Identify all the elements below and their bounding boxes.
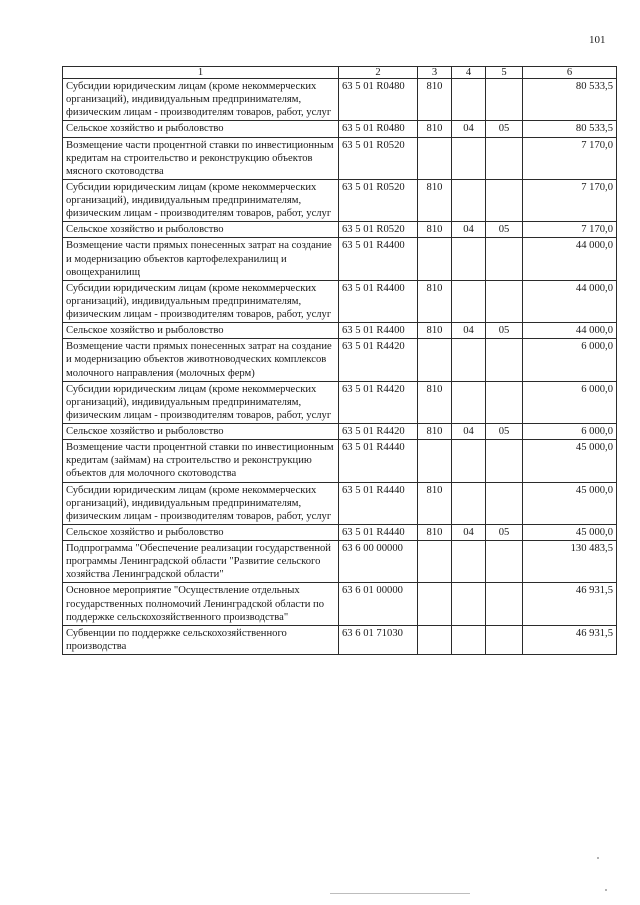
cell-subsection: 05 <box>486 524 523 540</box>
cell-expense-type <box>418 137 452 179</box>
cell-subsection <box>486 440 523 482</box>
cell-subsection <box>486 381 523 423</box>
cell-code: 63 5 01 R4440 <box>339 482 418 524</box>
cell-section: 04 <box>452 121 486 137</box>
table-row <box>63 482 617 524</box>
table-row <box>63 524 617 540</box>
cell-sum: 7 170,0 <box>523 222 617 238</box>
cell-name: Возмещение части прямых понесенных затрат на создание и модернизацию объектов картофелехранилищ и овощехранилищ <box>63 238 339 280</box>
cell-expense-type: 810 <box>418 79 452 121</box>
cell-section <box>452 583 486 625</box>
cell-code: 63 5 01 R0480 <box>339 121 418 137</box>
column-header-expense-type: 3 <box>418 67 452 79</box>
cell-sum: 44 000,0 <box>523 323 617 339</box>
cell-subsection <box>486 79 523 121</box>
cell-expense-type: 810 <box>418 280 452 322</box>
cell-sum: 45 000,0 <box>523 524 617 540</box>
cell-code: 63 5 01 R0520 <box>339 222 418 238</box>
cell-subsection <box>486 482 523 524</box>
column-header-name: 1 <box>63 67 339 79</box>
cell-name: Субсидии юридическим лицам (кроме некоммерческих организаций), индивидуальным предпринимателям, физическим лицам - производителям товаров, работ, услуг <box>63 179 339 221</box>
cell-sum: 46 931,5 <box>523 583 617 625</box>
cell-expense-type <box>418 440 452 482</box>
cell-subsection <box>486 625 523 654</box>
cell-subsection: 05 <box>486 121 523 137</box>
table-row <box>63 625 617 654</box>
cell-code: 63 5 01 R4440 <box>339 440 418 482</box>
cell-name: Сельское хозяйство и рыболовство <box>63 222 339 238</box>
cell-sum: 46 931,5 <box>523 625 617 654</box>
cell-sum: 7 170,0 <box>523 137 617 179</box>
cell-section <box>452 541 486 583</box>
cell-code: 63 5 01 R0520 <box>339 179 418 221</box>
cell-code: 63 5 01 R0480 <box>339 79 418 121</box>
cell-section <box>452 179 486 221</box>
cell-section <box>452 625 486 654</box>
cell-name: Сельское хозяйство и рыболовство <box>63 524 339 540</box>
cell-code: 63 5 01 R4400 <box>339 323 418 339</box>
cell-name: Субвенции по поддержке сельскохозяйственного производства <box>63 625 339 654</box>
cell-code: 63 5 01 R4400 <box>339 238 418 280</box>
budget-table <box>62 66 617 655</box>
cell-section: 04 <box>452 524 486 540</box>
cell-sum: 44 000,0 <box>523 280 617 322</box>
cell-section <box>452 238 486 280</box>
table-row <box>63 541 617 583</box>
cell-subsection: 05 <box>486 424 523 440</box>
table-body <box>63 79 617 655</box>
table-row <box>63 222 617 238</box>
cell-expense-type: 810 <box>418 323 452 339</box>
cell-name: Сельское хозяйство и рыболовство <box>63 121 339 137</box>
column-header-code: 2 <box>339 67 418 79</box>
cell-section <box>452 280 486 322</box>
cell-expense-type <box>418 339 452 381</box>
table-row <box>63 121 617 137</box>
table-row <box>63 323 617 339</box>
cell-subsection <box>486 339 523 381</box>
cell-sum: 45 000,0 <box>523 482 617 524</box>
cell-subsection <box>486 179 523 221</box>
cell-code: 63 6 01 00000 <box>339 583 418 625</box>
cell-code: 63 5 01 R4420 <box>339 339 418 381</box>
cell-section <box>452 137 486 179</box>
cell-code: 63 6 01 71030 <box>339 625 418 654</box>
table-row <box>63 424 617 440</box>
column-header-section: 4 <box>452 67 486 79</box>
table-row <box>63 339 617 381</box>
cell-section <box>452 440 486 482</box>
table-row <box>63 583 617 625</box>
cell-name: Сельское хозяйство и рыболовство <box>63 424 339 440</box>
cell-sum: 7 170,0 <box>523 179 617 221</box>
cell-expense-type: 810 <box>418 222 452 238</box>
cell-section: 04 <box>452 323 486 339</box>
page-number: 101 <box>589 34 606 46</box>
cell-name: Сельское хозяйство и рыболовство <box>63 323 339 339</box>
cell-expense-type: 810 <box>418 121 452 137</box>
cell-section: 04 <box>452 424 486 440</box>
cell-expense-type <box>418 625 452 654</box>
cell-expense-type: 810 <box>418 482 452 524</box>
cell-name: Субсидии юридическим лицам (кроме некоммерческих организаций), индивидуальным предпринимателям, физическим лицам - производителям товаров, работ, услуг <box>63 482 339 524</box>
column-header-sum: 6 <box>523 67 617 79</box>
cell-expense-type: 810 <box>418 381 452 423</box>
table-row <box>63 381 617 423</box>
cell-code: 63 5 01 R0520 <box>339 137 418 179</box>
cell-sum: 45 000,0 <box>523 440 617 482</box>
cell-name: Подпрограмма "Обеспечение реализации государственной программы Ленинградской области "Развитие сельского хозяйства Ленинградской области" <box>63 541 339 583</box>
cell-subsection <box>486 583 523 625</box>
table-row <box>63 440 617 482</box>
cell-code: 63 5 01 R4400 <box>339 280 418 322</box>
cell-code: 63 6 00 00000 <box>339 541 418 583</box>
table-row <box>63 280 617 322</box>
table-row <box>63 137 617 179</box>
cell-name: Основное мероприятие "Осуществление отдельных государственных полномочий Ленинградской области по поддержке сельскохозяйственного производства" <box>63 583 339 625</box>
cell-subsection <box>486 238 523 280</box>
cell-subsection <box>486 280 523 322</box>
cell-sum: 6 000,0 <box>523 424 617 440</box>
cell-sum: 6 000,0 <box>523 339 617 381</box>
cell-name: Возмещение части процентной ставки по инвестиционным кредитам (займам) на строительство и реконструкцию объектов для молочного скотоводства <box>63 440 339 482</box>
cell-subsection <box>486 137 523 179</box>
cell-name: Субсидии юридическим лицам (кроме некоммерческих организаций), индивидуальным предпринимателям, физическим лицам - производителям товаров, работ, услуг <box>63 280 339 322</box>
table-row <box>63 79 617 121</box>
cell-section <box>452 381 486 423</box>
cell-sum: 44 000,0 <box>523 238 617 280</box>
table-row <box>63 238 617 280</box>
cell-sum: 80 533,5 <box>523 121 617 137</box>
cell-code: 63 5 01 R4420 <box>339 381 418 423</box>
cell-sum: 6 000,0 <box>523 381 617 423</box>
scan-artifact-line <box>330 893 470 894</box>
cell-sum: 130 483,5 <box>523 541 617 583</box>
cell-name: Субсидии юридическим лицам (кроме некоммерческих организаций), индивидуальным предпринимателям, физическим лицам - производителям товаров, работ, услуг <box>63 79 339 121</box>
scan-speck <box>605 889 607 891</box>
cell-name: Возмещение части процентной ставки по инвестиционным кредитам на строительство и реконструкцию объектов мясного скотоводства <box>63 137 339 179</box>
cell-expense-type <box>418 583 452 625</box>
column-header-subsection: 5 <box>486 67 523 79</box>
cell-expense-type: 810 <box>418 524 452 540</box>
cell-section <box>452 482 486 524</box>
cell-expense-type <box>418 238 452 280</box>
cell-subsection: 05 <box>486 323 523 339</box>
cell-section <box>452 339 486 381</box>
cell-subsection: 05 <box>486 222 523 238</box>
cell-section <box>452 79 486 121</box>
cell-sum: 80 533,5 <box>523 79 617 121</box>
table-row <box>63 179 617 221</box>
scan-speck <box>597 857 599 859</box>
cell-code: 63 5 01 R4440 <box>339 524 418 540</box>
cell-name: Возмещение части прямых понесенных затрат на создание и модернизацию объектов животноводческих комплексов молочного направления (молочных ферм) <box>63 339 339 381</box>
cell-expense-type <box>418 541 452 583</box>
cell-expense-type: 810 <box>418 179 452 221</box>
cell-section: 04 <box>452 222 486 238</box>
cell-name: Субсидии юридическим лицам (кроме некоммерческих организаций), индивидуальным предпринимателям, физическим лицам - производителям товаров, работ, услуг <box>63 381 339 423</box>
table-header-row <box>63 67 617 79</box>
cell-expense-type: 810 <box>418 424 452 440</box>
cell-code: 63 5 01 R4420 <box>339 424 418 440</box>
cell-subsection <box>486 541 523 583</box>
